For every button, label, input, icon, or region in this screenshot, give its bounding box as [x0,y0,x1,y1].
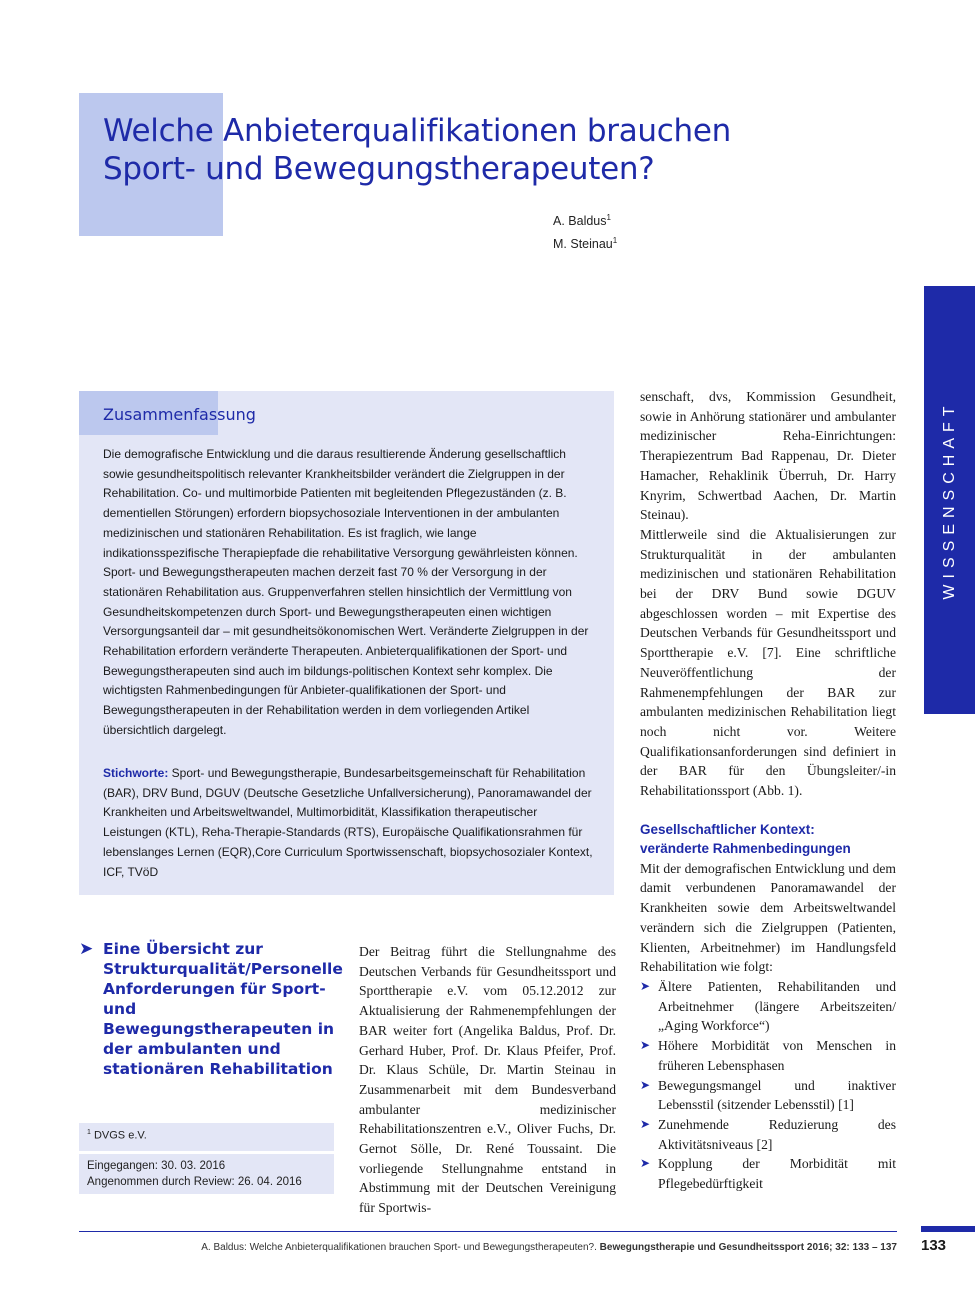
arrow-icon: ➤ [640,1077,651,1092]
page-number: 133 [921,1237,947,1254]
list-item: ➤ Höhere Morbidität von Menschen in früheren Lebensphasen [640,1038,896,1073]
keywords-label: Stichworte: [103,766,169,780]
section-heading: Gesellschaftlicher Kontext: veränderte Rahmenbedingungen [640,821,851,857]
keywords-text: Sport- und Bewegungstherapie, Bundesarbeitsgemeinschaft für Rehabilitation (BAR), DRV Bund, DGUV (Deutsche Gesetzliche Unfallversicherung), Panoramawandel der Krankheiten und Arbeitsweltwandel, Multimorbidität, Klassifikation therapeutischer Leistungen (KTL), Reha-Therapie-Standards (RTS), Europäische Qualifikationsrahmen für lebenslanges Lernen (EQR),Core Curriculum Sportwissenschaft, biopsychosozialer Kontext, ICF, TVöD [103,766,593,879]
list-item: ➤ Bewegungsmangel und inaktiver Lebensstil (sitzender Lebensstil) [1] [640,1077,896,1113]
summary-heading: Zusammenfassung [103,405,256,424]
footer-citation: A. Baldus: Welche Anbieterqualifikationen brauchen Sport- und Bewegungstherapeuten?. Bewegungstherapie und Gesundheitssport 2016; 32: 133 – 137 [201,1242,897,1253]
journal-name: Bewegungstherapie und Gesundheitssport 2016; 32: 133 – 137 [599,1242,897,1253]
arrow-icon: ➤ [640,1116,651,1131]
title-line-2: Sport- und Bewegungstherapeuten? [103,151,655,187]
author: M. Steinau$^1$ [553,236,618,252]
accepted-date: Angenommen durch Review: 26. 04. 2016 [87,1176,302,1188]
list-item: ➤ Kopplung der Morbidität mit Pflegebedürftigkeit [640,1156,896,1192]
list-item: ➤ Ältere Patienten, Rehabilitanden und Arbeitnehmer (längere Arbeitszeiten/ „Aging Workforce“) [640,978,896,1034]
list-item: ➤ Zunehmende Reduzierung des Aktivitätsniveaus [2] [640,1116,896,1152]
arrow-icon: ➤ [640,978,651,993]
paragraph: Mittlerweile sind die Aktualisierungen zur Strukturqualität in der ambulanten medizinischen und stationären Rehabilitation bei der DRV Bund sowie DGUV abgeschlossen worden – mit Expertise des Deutschen Verbands für Gesundheitssport und Sporttherapie e.V. [7]. Eine schriftliche Neuveröffentlichung der Rahmenempfehlungen der BAR zur ambulanten medizinischen Rehabilitation liegt noch nicht vor. Weitere Qualifikationsanforderungen sind definiert in der BAR für den Übungsleiter/-in Rehabilitationssport (Abb. 1). [640,526,896,799]
footnote-box [79,1123,334,1194]
author-list [553,208,617,254]
article-title [103,112,903,188]
paragraph: senschaft, dvs, Kommission Gesundheit, sowie in Anhörung stationärer und ambulanter medizinischer Reha-Einrichtungen: Therapiezentrum Bad Rappenau, Dr. Dieter Hamacher, Rehaklinik Überruh, Dr. Harry Knyrim, Schwertbad Aachen, Dr. Martin Steinau). [640,389,896,523]
dates-note [79,1154,334,1194]
author: A. Baldus$^1$ [553,213,611,229]
summary-box [79,391,614,895]
footer-rule [79,1231,897,1232]
arrow-icon: ➤ [79,939,94,958]
title-line-1: Welche Anbieterqualifikationen brauchen [103,113,731,149]
body-column-2: Der Beitrag führt die Stellungnahme des Deutschen Verbands für Gesundheitssport und Sporttherapie e.V. vom 05.12.2012 zur Aktualisierung der Rahmenempfehlungen der BAR weiter fort (Angelika Baldus, Prof. Dr. Gerhard Huber, Prof. Dr. Klaus Pfeifer, Prof. Dr. Klaus Schüle, Dr. Martin Steinau in Zusammenarbeit mit dem Bundesverband ambulanter medizinischer Rehabilitationszentren e.V., Oliver Fuchs, Dr. Gernot Sölle, Dr. René Toussaint. Die vorliegende Stellungnahme entstand in Abstimmung mit der Deutschen Vereinigung für Sportwis- [359,944,616,1216]
received-date: Eingegangen: 30. 03. 2016 [87,1160,226,1172]
paragraph: Mit der demografischen Entwicklung und dem damit verbundenen Panoramawandel der Krankheiten sowie dem Arbeitsweltwandel verändern sich die Zielgruppen (Patienten, Klienten, Arbeitnehmer) im Handlungsfeld Rehabilitation wie folgt: [640,860,896,975]
summary-text: Die demografische Entwicklung und die daraus resultierende Änderung gesellschaftlich sowie gesundheitspolitisch relevanter Krankheitsbilder verändert die Zielgruppen in der Rehabilitation. Co- und multimorbide Patienten mit begleitenden Pflegezuständen (z. B. dementiellen Störungen) erfordern biopsychosoziale Interventionen in der ambulanten medizinischen und stationären Rehabilitation. Es ist fraglich, wie lange indikationsspezifische Therapiepfade die rehabilitative Versorgung gewährleisten können. Sport- und Bewegungstherapeuten machen derzeit fast 70 % der Versorgung in der stationären Rehabilitation aus. Gruppenverfahren stellen hinsichtlich der Vermittlung von Gesundheitskompetenzen durch Sport- und Bewegungstherapeuten einen wichtigen Versorgungsanteil dar – mit gesundheitsökonomischen Wert. Veränderte Zielgruppen in der Rehabilitation erfordern veränderte Therapeuten. Anbieterqualifikationen der Sport- und Bewegungstherapeuten sind auch im bildungs-politischen Kontext sehr komplex. Die wichtigsten Rahmenbedingungen für Anbieter-qualifikationen der Sport- und Bewegungstherapeuten in der Rehabilitation werden in dem vorliegenden Artikel übersichtlich dargelegt. [103,447,589,737]
highlight-text: Eine Übersicht zur Strukturqualität/Personelle Anforderungen für Sport- und Bewegungstherapeuten in der ambulanten und stationären Rehabilitation [103,940,343,1078]
footer-page-marker [921,1226,975,1232]
arrow-icon: ➤ [640,1038,651,1053]
section-tab-label: WISSENSCHAFT [940,400,958,600]
bullet-list [640,977,896,1194]
body-column-3 [640,387,896,1194]
keywords [103,764,593,882]
arrow-icon: ➤ [640,1156,651,1171]
affiliation-note: $^1$ DVGS e.V. [79,1123,334,1151]
section-tab [924,286,975,714]
